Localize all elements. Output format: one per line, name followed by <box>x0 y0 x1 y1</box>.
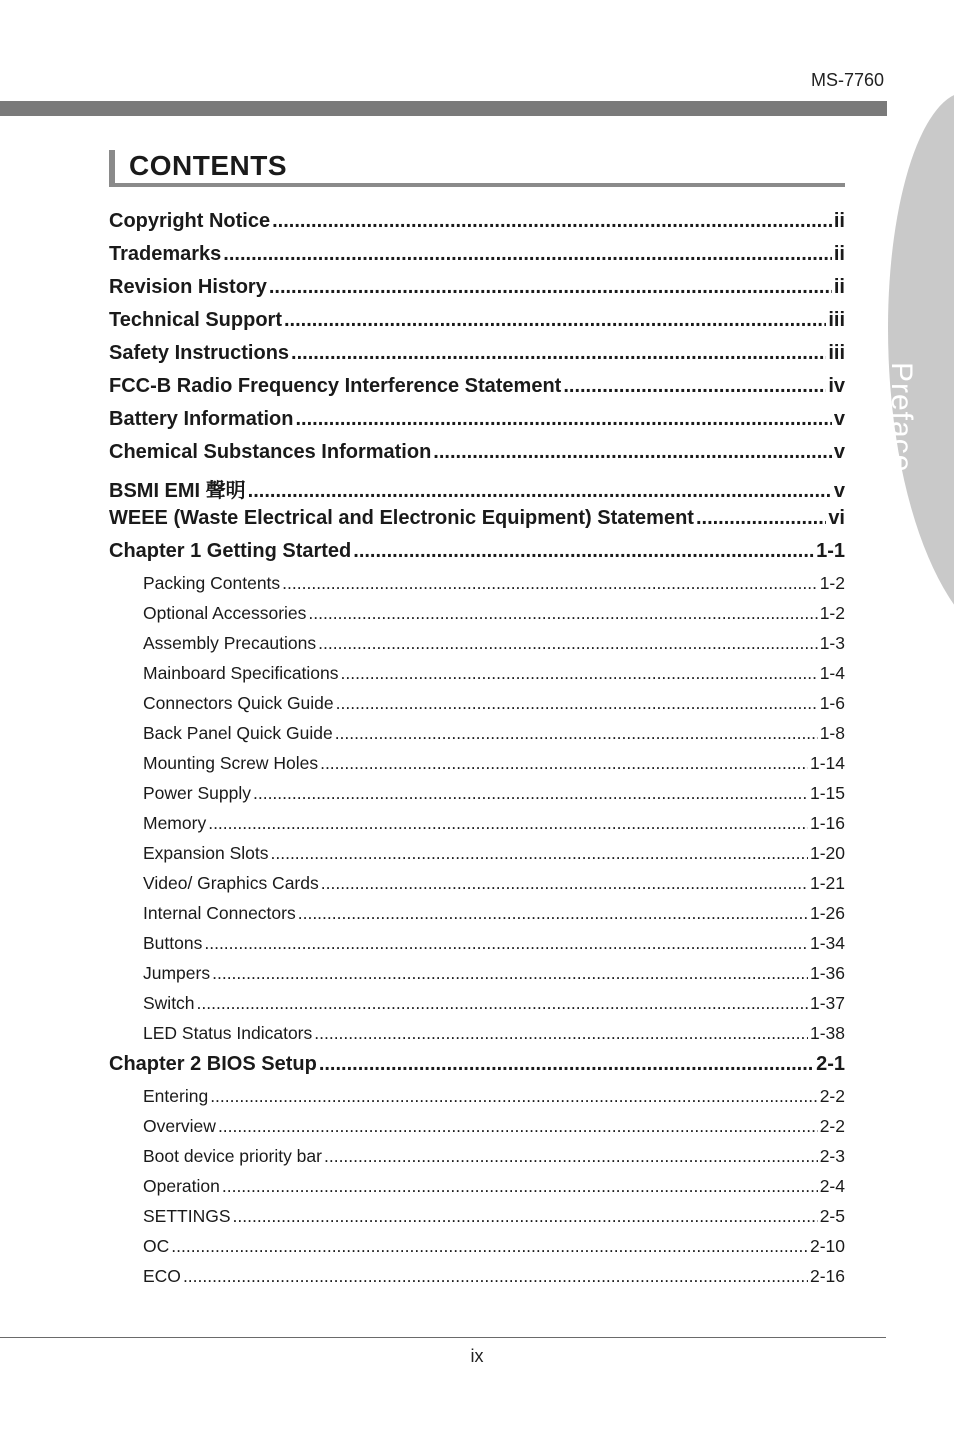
header-bar <box>0 101 887 116</box>
toc-dot-leader <box>233 1206 818 1227</box>
toc-entry-title: Copyright Notice <box>109 210 271 232</box>
toc-dot-leader <box>223 243 832 266</box>
toc-subentry[interactable] <box>109 813 845 843</box>
toc-subentry[interactable] <box>109 993 845 1023</box>
toc-entry-page: 1-2 <box>819 573 845 593</box>
toc-subentry[interactable] <box>109 693 845 723</box>
toc-entry-title: Video/ Graphics Cards <box>143 873 319 893</box>
toc-dot-leader <box>282 573 818 594</box>
toc-chapter[interactable] <box>109 540 845 573</box>
toc-subentry[interactable] <box>109 1266 845 1296</box>
toc-entry-page: v <box>833 480 845 502</box>
toc-dot-leader <box>204 933 808 954</box>
toc-dot-leader <box>222 1176 818 1197</box>
toc-entry-title: Jumpers <box>143 963 211 983</box>
toc-entry-title: Chapter 2 BIOS Setup <box>109 1053 317 1075</box>
toc-entry-title: Expansion Slots <box>143 843 269 863</box>
toc-subentry[interactable] <box>109 753 845 783</box>
toc-entry-title: Mainboard Specifications <box>143 663 339 683</box>
toc-entry-page: iii <box>828 309 845 331</box>
toc-entry-page: 1-16 <box>809 813 845 833</box>
toc-entry-page: 2-10 <box>809 1236 845 1256</box>
toc-dot-leader <box>324 1146 818 1167</box>
toc-entry-title: Connectors Quick Guide <box>143 693 334 713</box>
toc-entry-page: ii <box>833 243 845 265</box>
toc-subentry[interactable] <box>109 663 845 693</box>
toc-dot-leader <box>271 843 808 864</box>
toc-entry-page: 1-36 <box>809 963 845 983</box>
toc-entry-title: Safety Instructions <box>109 342 290 364</box>
contents-heading <box>109 150 845 188</box>
toc-entry-page: 1-37 <box>809 993 845 1013</box>
toc-entry-page: 1-21 <box>809 873 845 893</box>
toc-subentry[interactable] <box>109 1176 845 1206</box>
toc-entry-title: Mounting Screw Holes <box>143 753 319 773</box>
toc-dot-leader <box>320 753 808 774</box>
toc-entry-title: Trademarks <box>109 243 222 265</box>
toc-entry[interactable] <box>109 507 845 540</box>
toc-subentry[interactable] <box>109 873 845 903</box>
toc-subentry[interactable] <box>109 783 845 813</box>
toc-subentry[interactable] <box>109 843 845 873</box>
toc-entry-title: Battery Information <box>109 408 294 430</box>
toc-entry-page: 1-34 <box>809 933 845 953</box>
toc-entry-page: 2-2 <box>819 1116 845 1136</box>
section-side-tab-label: Preface <box>885 362 918 473</box>
toc-entry-page: 2-3 <box>819 1146 845 1166</box>
toc-entry[interactable] <box>109 408 845 441</box>
toc-entry-page: 1-14 <box>809 753 845 773</box>
toc-dot-leader <box>171 1236 808 1257</box>
toc-entry-page: 1-4 <box>819 663 845 683</box>
toc-subentry[interactable] <box>109 1086 845 1116</box>
toc-entry-title: Power Supply <box>143 783 251 803</box>
toc-entry-title: Technical Support <box>109 309 282 331</box>
toc-entry-title: Overview <box>143 1116 216 1136</box>
toc-entry[interactable] <box>109 276 845 309</box>
toc-dot-leader <box>253 783 808 804</box>
toc-entry-title: Revision History <box>109 276 267 298</box>
toc-dot-leader <box>563 375 826 398</box>
toc-entry-page: ii <box>833 276 845 298</box>
toc-entry-title: Chapter 1 Getting Started <box>109 540 352 562</box>
toc-dot-leader <box>319 1053 814 1076</box>
toc-subentry[interactable] <box>109 723 845 753</box>
toc-entry-page: 2-1 <box>816 1053 845 1075</box>
toc-entry-page: 1-38 <box>809 1023 845 1043</box>
model-number: MS-7760 <box>810 70 884 90</box>
toc-dot-leader <box>433 441 832 464</box>
toc-dot-leader <box>308 603 817 624</box>
toc-entry-title: WEEE (Waste Electrical and Electronic Equipment) Statement <box>109 507 694 529</box>
toc-subentry[interactable] <box>109 1206 845 1236</box>
toc-dot-leader <box>295 408 831 431</box>
page-title: CONTENTS <box>129 150 287 181</box>
toc-entry-title: OC <box>143 1236 170 1256</box>
toc-subentry[interactable] <box>109 1023 845 1053</box>
toc-entry-title: Memory <box>143 813 207 833</box>
toc-entry-page: 1-20 <box>809 843 845 863</box>
toc-entry-page: 2-2 <box>819 1086 845 1106</box>
toc-entry-page: v <box>833 441 845 463</box>
toc-dot-leader <box>218 1116 818 1137</box>
toc-entry-title: FCC-B Radio Frequency Interference Statement <box>109 375 562 397</box>
toc-dot-leader <box>208 813 808 834</box>
toc-entry-title: Optional Accessories <box>143 603 307 623</box>
toc-entry-title: LED Status Indicators <box>143 1023 313 1043</box>
toc-entry-title: Operation <box>143 1176 220 1196</box>
toc-subentry[interactable] <box>109 573 845 603</box>
toc-dot-leader <box>183 1266 808 1287</box>
toc-entry-page: 1-6 <box>819 693 845 713</box>
toc-entry-page: ii <box>833 210 845 232</box>
toc-dot-leader <box>318 633 818 654</box>
toc-entry-page: 1-3 <box>819 633 845 653</box>
toc-entry-page: 1-15 <box>809 783 845 803</box>
toc-entry-page: 2-5 <box>819 1206 845 1226</box>
toc-subentry[interactable] <box>109 603 845 633</box>
toc-entry-page: v <box>833 408 845 430</box>
toc-entry[interactable] <box>109 243 845 276</box>
toc-entry-page: 1-2 <box>819 603 845 623</box>
heading-underline <box>109 183 845 187</box>
toc-dot-leader <box>336 693 818 714</box>
toc-entry-page: 1-8 <box>819 723 845 743</box>
toc-entry-title: Packing Contents <box>143 573 281 593</box>
toc-subentry[interactable] <box>109 1236 845 1266</box>
toc-entry-title: Switch <box>143 993 195 1013</box>
toc-dot-leader <box>335 723 818 744</box>
toc-dot-leader <box>298 903 808 924</box>
footer-rule <box>0 1337 886 1338</box>
toc-dot-leader <box>272 210 832 233</box>
page-number: ix <box>470 1346 484 1366</box>
toc-entry[interactable] <box>109 309 845 342</box>
toc-dot-leader <box>197 993 808 1014</box>
toc-entry-title: Buttons <box>143 933 203 953</box>
toc-dot-leader <box>284 309 826 332</box>
toc-subentry[interactable] <box>109 1116 845 1146</box>
toc-dot-leader <box>353 540 814 563</box>
toc-entry-page: 2-4 <box>819 1176 845 1196</box>
toc-entry-page: vi <box>828 507 845 529</box>
toc-entry-title: ECO <box>143 1266 181 1286</box>
toc-entry-title: Assembly Precautions <box>143 633 317 653</box>
toc-entry-page: 1-1 <box>816 540 845 562</box>
toc-entry[interactable] <box>109 342 845 375</box>
toc-subentry[interactable] <box>109 1146 845 1176</box>
toc-chapter[interactable] <box>109 1053 845 1086</box>
toc-dot-leader <box>314 1023 808 1044</box>
toc-dot-leader <box>269 276 832 299</box>
toc-subentry[interactable] <box>109 903 845 933</box>
toc-entry[interactable] <box>109 375 845 408</box>
toc-entry-page: 2-16 <box>809 1266 845 1286</box>
toc-subentry[interactable] <box>109 933 845 963</box>
toc-dot-leader <box>341 663 818 684</box>
toc-entry[interactable] <box>109 441 845 474</box>
toc-dot-leader <box>210 1086 818 1107</box>
toc-entry-title: Back Panel Quick Guide <box>143 723 333 743</box>
toc-dot-leader <box>212 963 808 984</box>
toc-subentry[interactable] <box>109 633 845 663</box>
toc-entry-title: Chemical Substances Information <box>109 441 432 463</box>
toc-subentry[interactable] <box>109 963 845 993</box>
toc-entry-title: SETTINGS <box>143 1206 231 1226</box>
toc-entry-title: Boot device priority bar <box>143 1146 322 1166</box>
toc-entry-page: 1-26 <box>809 903 845 923</box>
table-of-contents <box>109 210 845 1296</box>
toc-entry-title: Entering <box>143 1086 209 1106</box>
toc-dot-leader <box>291 342 826 365</box>
toc-entry[interactable] <box>109 210 845 243</box>
toc-entry-page: iii <box>828 342 845 364</box>
toc-entry-title: BSMI EMI 聲明 <box>109 480 246 502</box>
toc-entry-page: iv <box>828 375 845 397</box>
toc-dot-leader <box>696 507 826 530</box>
heading-accent-bar <box>109 150 115 187</box>
toc-dot-leader <box>248 480 832 503</box>
toc-dot-leader <box>321 873 808 894</box>
toc-entry-title: Internal Connectors <box>143 903 296 923</box>
toc-entry[interactable] <box>109 474 845 507</box>
